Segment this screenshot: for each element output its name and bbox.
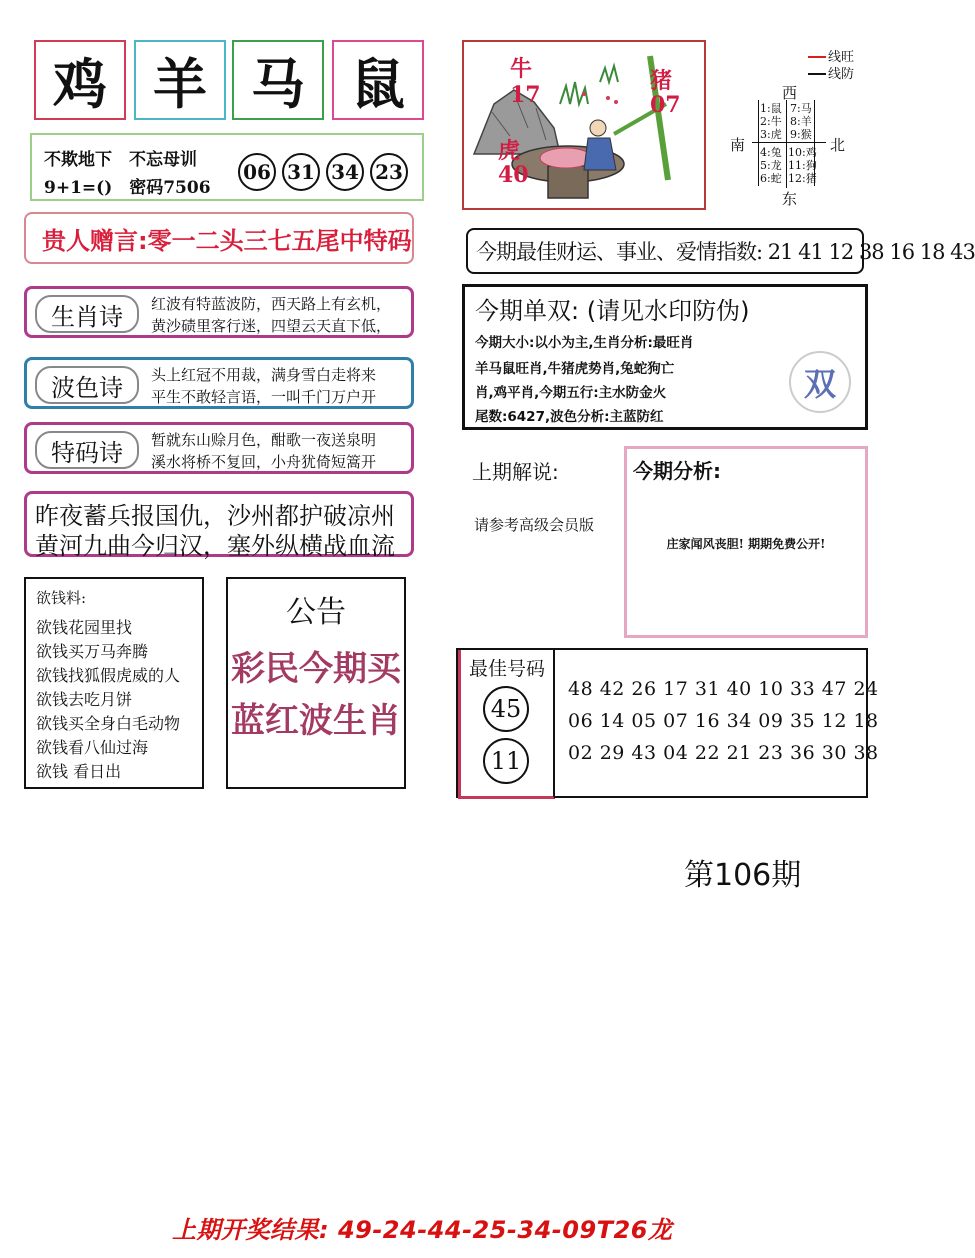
big-poem-line: 黄河九曲今归汉，塞外纵横战血流: [35, 532, 395, 560]
fortune-index: [466, 228, 975, 274]
legend-label: 线旺: [828, 50, 855, 65]
compass-panel: [728, 44, 898, 214]
zodiac-box-2: [134, 40, 226, 120]
poem-line: 头上红冠不用裁，满身雪白走将来: [151, 366, 377, 384]
poem-zodiac: [24, 286, 414, 338]
best-numbers-featured: [458, 650, 555, 799]
motto-box: [30, 133, 424, 201]
big-poem: [24, 491, 414, 560]
zodiac-box-4: [332, 40, 424, 120]
zodiac-box-1: [34, 40, 126, 120]
zodiac-char: 羊: [153, 51, 207, 116]
announcement-line: 彩民今期买: [231, 649, 401, 689]
legend-line-red: [808, 56, 826, 58]
motto-number: 06: [238, 153, 276, 191]
zodiac-char: 鼠: [351, 51, 405, 116]
legend-label: 线防: [828, 67, 855, 82]
poem-line: 黄沙碛里客行迷，四望云天直下低，: [151, 317, 392, 335]
last-result: 上期开奖结果: 49-24-44-25-34-09T26龙: [172, 1216, 673, 1244]
best-numbers-title: 最佳号码: [468, 658, 545, 680]
poem-line: 平生不敢轻言语，一叫千门万户开: [151, 388, 377, 406]
legend-line-black: [808, 73, 826, 75]
announcement-title: 公告: [286, 595, 346, 630]
pic-label-number: 40: [498, 162, 529, 188]
analysis-box: [624, 446, 868, 638]
poem-line: 红波有特蓝波防，西天路上有玄机，: [151, 295, 392, 313]
compass-group: 4:兔 5:龙 6:蛇: [760, 146, 782, 185]
best-numbers-box: [456, 648, 879, 798]
last-explain-title: 上期解说:: [472, 460, 559, 484]
featured-number: 45: [483, 686, 529, 732]
motto-number: 31: [282, 153, 320, 191]
compass-group: 1:鼠 2:牛 3:虎: [760, 102, 782, 141]
poem-color: [24, 357, 414, 409]
compass-group: 7:马 8:羊 9:猴: [790, 102, 812, 141]
pic-label-zodiac: 猪: [650, 68, 673, 94]
pic-label-zodiac: 虎: [498, 138, 521, 164]
odd-even-line: 羊马鼠旺肖,牛猪虎势肖,兔蛇狗亡: [475, 361, 675, 377]
pic-label-zodiac: 牛: [510, 56, 533, 82]
motto-line-2: 9+1=() 密码7506: [44, 178, 211, 198]
yuqian-item: 欲钱买全身白毛动物: [36, 714, 181, 733]
number-row: 48 42 26 17 31 40 10 33 47 24: [568, 678, 879, 700]
guiren-banner: [24, 212, 414, 264]
compass-axis-v: [786, 100, 787, 188]
poem-line: 暂就东山赊月色，酣歌一夜送泉明: [151, 431, 377, 449]
pic-label-number: 17: [510, 82, 541, 108]
big-poem-line: 昨夜蓄兵报国仇，沙州都护破凉州: [35, 502, 395, 530]
poem-tag: 特码诗: [35, 431, 139, 469]
featured-number: 11: [483, 738, 529, 784]
last-explain-body: 请参考高级会员版: [474, 516, 595, 534]
announcement-box: [226, 577, 406, 789]
compass-east: 东: [782, 190, 798, 208]
yuqian-item: 欲钱买万马奔腾: [36, 642, 149, 661]
motto-number: 23: [370, 153, 408, 191]
odd-even-header: 今期单双: (请见水印防伪): [475, 297, 750, 325]
yuqian-box: [24, 577, 204, 789]
announcement-line: 蓝红波生肖: [231, 701, 401, 741]
issue-number: 第106期: [684, 858, 802, 893]
number-row: 06 14 05 07 16 34 09 35 12 18: [568, 710, 879, 732]
yuqian-item: 欲钱 看日出: [36, 762, 122, 781]
compass-group: 10:鸡 11:狗 12:猪: [788, 146, 817, 185]
motto-number: 34: [326, 153, 364, 191]
compass-south: 南: [730, 136, 746, 154]
yuqian-item: 欲钱花园里找: [36, 618, 133, 637]
poem-special: [24, 422, 414, 474]
compass-north: 北: [830, 136, 846, 154]
odd-even-line: 今期大小:以小为主,生肖分析:最旺肖: [475, 335, 694, 351]
yuqian-item: 欲钱看八仙过海: [36, 738, 149, 757]
yuqian-item: 欲钱找狐假虎威的人: [36, 666, 181, 685]
double-badge: 双: [789, 351, 851, 413]
zodiac-char: 马: [251, 51, 305, 116]
zodiac-char: 鸡: [53, 51, 107, 116]
analysis-title: 今期分析:: [633, 459, 721, 483]
yuqian-item: 欲钱去吃月饼: [36, 690, 133, 709]
odd-even-line: 尾数:6427,波色分析:主蓝防红: [475, 409, 664, 425]
odd-even-line: 肖,鸡平肖,今期五行:主水防金火: [475, 385, 667, 401]
number-row: 02 29 43 04 22 21 23 36 30 38: [568, 742, 879, 764]
zodiac-box-3: [232, 40, 324, 120]
analysis-body: 庄家闻风丧胆! 期期免费公开!: [666, 537, 826, 551]
illustration: [462, 40, 706, 210]
yuqian-title: 欲钱料:: [36, 589, 87, 607]
odd-even-box: [462, 284, 868, 430]
poem-line: 溪水将桥不复回，小舟犹倚短篙开: [151, 453, 377, 471]
fortune-index-text: 今期最佳财运、事业、爱情指数: 21 41 12 38 16 18 43: [476, 240, 975, 264]
compass-tick: [758, 100, 759, 186]
poem-tag: 波色诗: [35, 366, 139, 404]
pic-label-number: 07: [650, 92, 681, 118]
motto-line-1: 不欺地下 不忘母训: [44, 150, 197, 170]
compass-west: 西: [782, 84, 798, 102]
poem-tag: 生肖诗: [35, 295, 139, 333]
guiren-text: 贵人赠言:零一二头三七五尾中特码: [42, 226, 412, 255]
